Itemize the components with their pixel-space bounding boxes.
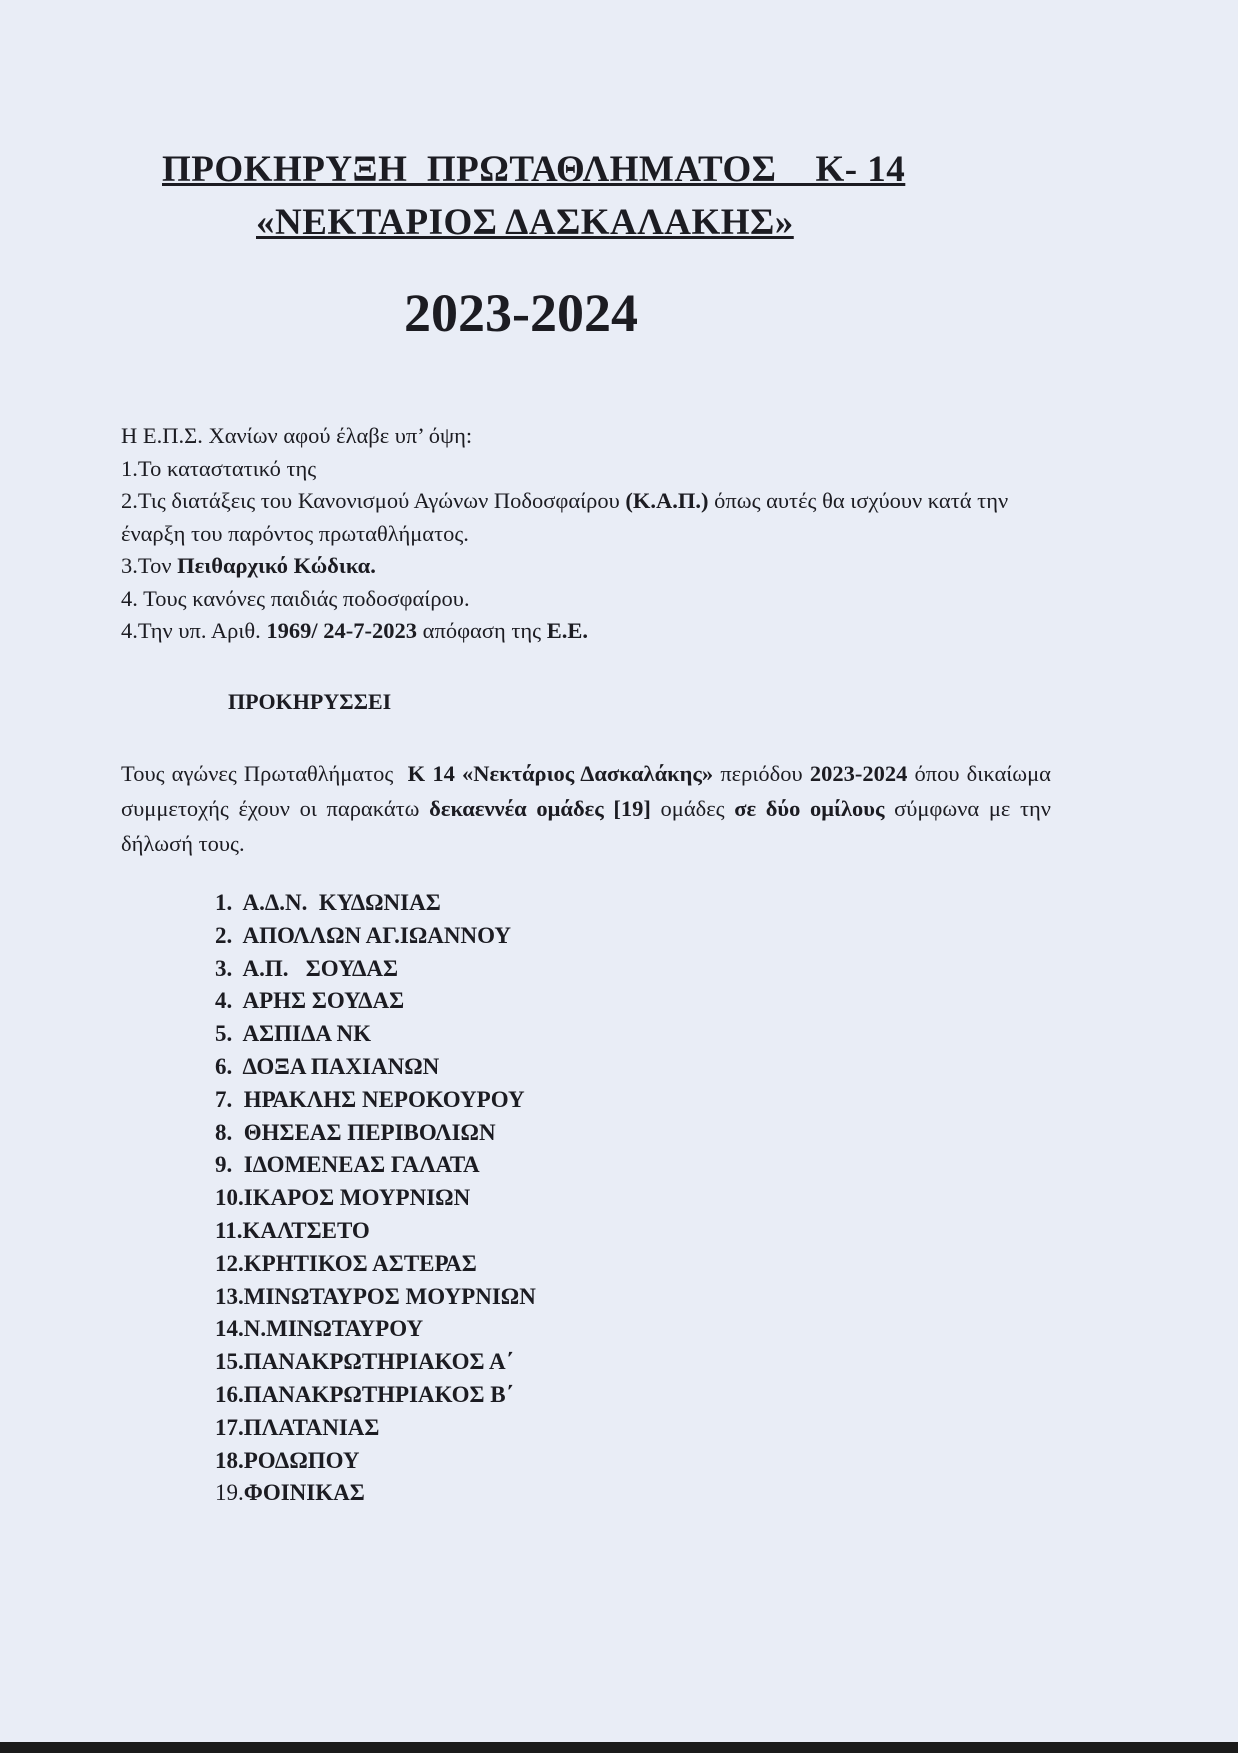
team-item: 15.ΠΑΝΑΚΡΩΤΗΡΙΑΚΟΣ Α΄ (215, 1349, 514, 1375)
team-item: 18.ΡΟΔΩΠΟΥ (215, 1447, 360, 1473)
team-item: 8. ΘΗΣΕΑΣ ΠΕΡΙΒΟΛΙΩΝ (215, 1119, 496, 1145)
decl-groups: σε δύο ομίλους (734, 796, 885, 821)
team-item: 17.ΠΛΑΤΑΝΙΑΣ (215, 1414, 380, 1440)
season-year: 2023-2024 (404, 283, 638, 343)
team-item: 7. ΗΡΑΚΛΗΣ ΝΕΡΟΚΟΥΡΟΥ (215, 1086, 525, 1112)
title-line-1: ΠΡΟΚΗΡΥΞΗ ΠΡΩΤΑΘΛΗΜΑΤΟΣ Κ- 14 (162, 149, 906, 190)
decl-text-2: περιόδου (713, 761, 810, 786)
decl-text-1: Τους αγώνες Πρωταθλήματος (121, 761, 408, 786)
team-item: 10.ΙΚΑΡΟΣ ΜΟΥΡΝΙΩΝ (215, 1185, 471, 1211)
team-item: 4. ΑΡΗΣ ΣΟΥΔΑΣ (215, 988, 405, 1014)
intro-item-2-text: 2.Τις διατάξεις του Κανονισμού Αγώνων Ποδοσφαίρου (121, 488, 626, 513)
team-item: 12.ΚΡΗΤΙΚΟΣ ΑΣΤΕΡΑΣ (215, 1250, 477, 1276)
intro-item-2 (121, 485, 1056, 550)
intro-item-1: 1.Το καταστατικό της (121, 455, 317, 481)
intro-item-3-bold: Πειθαρχικό Κώδικα. (177, 553, 376, 578)
intro-section (121, 420, 1056, 648)
team-item: 13.ΜΙΝΩΤΑΥΡΟΣ ΜΟΥΡΝΙΩΝ (215, 1283, 536, 1309)
intro-item-5-text: 4.Την υπ. Αριθ. (121, 618, 267, 643)
decl-championship: Κ 14 «Νεκτάριος Δασκαλάκης» (407, 761, 714, 786)
decl-text-5: σύμφωνα με την δήλωσή τους. (121, 796, 1051, 856)
intro-item-5-body: Ε.Ε. (546, 618, 588, 643)
declaration-paragraph (121, 756, 1051, 861)
team-item: 16.ΠΑΝΑΚΡΩΤΗΡΙΑΚΟΣ Β΄ (215, 1381, 514, 1407)
team-item: 6. ΔΟΞΑ ΠΑΧΙΑΝΩΝ (215, 1053, 440, 1079)
decl-text-3: όπου δικαίωμα συμμετοχής έχουν οι παρακάτω (121, 761, 1051, 821)
intro-item-3 (121, 550, 1056, 583)
proclamation-heading: ΠΡΟΚΗΡΥΣΣΕΙ (228, 689, 392, 714)
intro-item-5-mid: απόφαση της (417, 618, 547, 643)
decl-text-4: ομάδες (650, 796, 735, 821)
team-list (215, 887, 536, 1510)
intro-item-3-text: 3.Τον (121, 553, 178, 578)
intro-item-4: 4. Τους κανόνες παιδιάς ποδοσφαίρου. (121, 585, 470, 611)
intro-item-5-decision: 1969/ 24-7-2023 (266, 618, 418, 643)
intro-item-5 (121, 615, 1056, 648)
scan-edge-rule (0, 1742, 1238, 1753)
team-item: 14.Ν.ΜΙΝΩΤΑΥΡΟΥ (215, 1316, 424, 1342)
intro-lead: Η Ε.Π.Σ. Χανίων αφού έλαβε υπ’ όψη: (121, 423, 473, 448)
team-item: 11.ΚΑΛΤΣΕΤΟ (215, 1217, 370, 1243)
team-item (215, 1477, 536, 1510)
team-item: 3. Α.Π. ΣΟΥΔΑΣ (215, 955, 399, 981)
team-item: 5. ΑΣΠΙΔΑ ΝΚ (215, 1021, 371, 1047)
team-item: 1. Α.Δ.Ν. ΚΥΔΩΝΙΑΣ (215, 890, 441, 915)
team-item: 2. ΑΠΟΛΛΩΝ ΑΓ.ΙΩΑΝΝΟΥ (215, 922, 511, 948)
team-name: ΦΟΙΝΙΚΑΣ (243, 1480, 365, 1506)
team-number: 19. (215, 1480, 244, 1506)
intro-item-2-bold: (Κ.Α.Π.) (625, 488, 709, 513)
decl-team-count: δεκαεννέα ομάδες [19] (429, 796, 651, 821)
decl-season: 2023-2024 (809, 761, 908, 786)
team-item: 9. ΙΔΟΜΕΝΕΑΣ ΓΑΛΑΤΑ (215, 1152, 480, 1178)
title-line-2: «ΝΕΚΤΑΡΙΟΣ ΔΑΣΚΑΛΑΚΗΣ» (256, 202, 794, 243)
intro-item-2-rest: όπως αυτές θα ισχύουν κατά την έναρξη του παρόντος πρωταθλήματος. (121, 488, 1009, 546)
